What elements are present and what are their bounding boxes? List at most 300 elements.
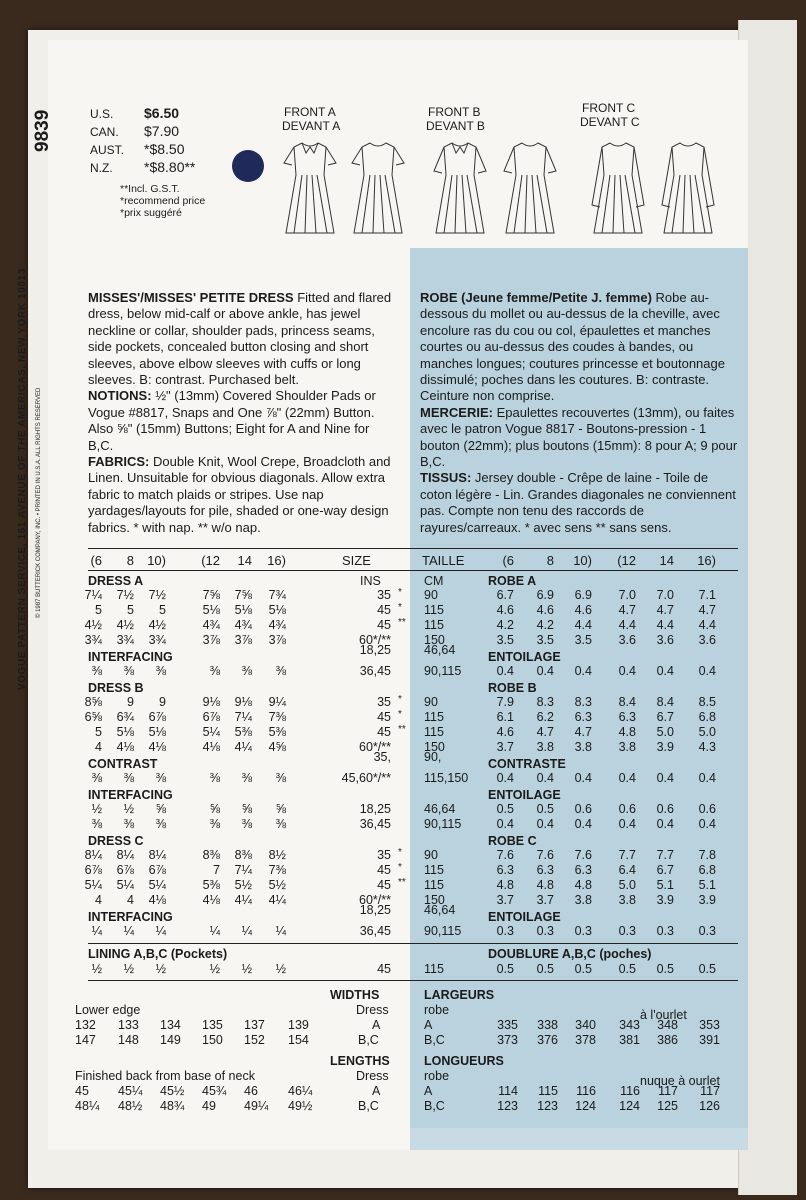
nap-mark: * <box>398 862 402 873</box>
metric-cell: 0.5 <box>618 962 636 976</box>
metric-cell: 124 <box>619 1099 640 1113</box>
metric-cell: 0.5 <box>656 962 674 976</box>
yard-cell: ⅜ <box>91 771 102 785</box>
nap-mark: * <box>398 709 402 720</box>
yard-cell: 9⅛ <box>234 695 252 709</box>
yard-cell: 5¼ <box>202 725 220 739</box>
yard-cell: 133 <box>118 1018 139 1032</box>
description-body-fr: Robe au-dessous du mollet ou au-dessus de la cheville, avec encolure ras du cou ou col, épaulettes et manches courtes ou au-dessus des coudes à bandes, ou manches longues; coutures princesse et boutonnage dissimulé; poches dans les coutures. B: contraste. Ceinture non comprise. <box>420 290 725 404</box>
section-label-fr: CONTRASTE <box>488 757 566 771</box>
yard-cell: 135 <box>202 1018 223 1032</box>
size-header: 8 <box>126 553 134 568</box>
tissus-label: TISSUS: <box>420 470 472 486</box>
description-english <box>88 290 398 536</box>
size-header: (12 <box>201 553 220 568</box>
yard-cell: 5½ <box>234 878 252 892</box>
price-note: **Incl. G.S.T. <box>120 183 180 195</box>
yard-cell: 6⅞ <box>116 863 134 877</box>
lengths-sub: Finished back from base of neck <box>75 1069 255 1083</box>
metric-cell: 338 <box>537 1018 558 1032</box>
lengths-label-fr: LONGUEURS <box>424 1054 504 1068</box>
width-cell: 45 <box>377 618 391 632</box>
yard-cell: 4⅛ <box>202 740 220 754</box>
yard-cell: ⅜ <box>123 771 134 785</box>
metric-cell: 124 <box>575 1099 596 1113</box>
metric-cell: 340 <box>575 1018 596 1032</box>
cm-cell: 115 <box>424 710 444 724</box>
metric-cell: 4.4 <box>574 618 592 632</box>
taille-header: 14 <box>659 553 674 568</box>
metric-cell: 3.7 <box>536 893 554 907</box>
metric-cell: 4.7 <box>618 603 636 617</box>
metric-cell: 0.5 <box>496 962 514 976</box>
description-body: Fitted and flared dress, below mid-calf or above ankle, has jewel neckline or collar, shoulder pads, princess seams, side pockets, concealed button closing and short sleeves, above elbow sleeves with cuffs or long sleeves. B: contrast. Purchased belt. <box>88 290 392 388</box>
yard-cell: ½ <box>91 962 102 976</box>
width-cell: 18,25 <box>359 802 391 816</box>
yard-cell: 4¼ <box>234 740 252 754</box>
width-cell: 45 <box>377 710 391 724</box>
metric-cell: 7.7 <box>618 848 636 862</box>
size-label: SIZE <box>342 553 371 568</box>
metric-cell: 3.7 <box>496 893 514 907</box>
metric-cell: 6.3 <box>496 863 514 877</box>
yard-cell: 8½ <box>268 848 286 862</box>
yard-cell: 9¼ <box>268 695 286 709</box>
yard-cell: 154 <box>288 1033 309 1047</box>
width-cell: 35 <box>377 848 391 862</box>
width-cell: 60*/** <box>359 633 391 647</box>
metric-cell: 381 <box>619 1033 640 1047</box>
section-label-fr: ROBE A <box>488 574 537 588</box>
metric-cell: 0.4 <box>698 664 716 678</box>
size-header: 10) <box>147 553 166 568</box>
yard-cell: 4⅛ <box>202 893 220 907</box>
price-note: *recommend price <box>120 195 206 207</box>
section-label: INTERFACING <box>88 910 173 924</box>
metric-cell: 5.1 <box>656 878 674 892</box>
taille-header: 8 <box>546 553 554 568</box>
nap-mark: * <box>398 694 402 705</box>
section-label: DRESS B <box>88 681 144 695</box>
width-cell: 60*/** <box>359 893 391 907</box>
view-label-fr: DEVANT A <box>282 119 341 133</box>
dress-sketch <box>434 143 486 233</box>
cm-cell: 115 <box>424 725 444 739</box>
width-cell: 18,25 <box>359 643 391 657</box>
yard-cell: ⅜ <box>209 771 220 785</box>
metric-cell: 4.7 <box>656 603 674 617</box>
table-rule <box>88 570 738 571</box>
width-cell: 35 <box>377 588 391 602</box>
width-cell: 45 <box>377 863 391 877</box>
yard-cell: 7¾ <box>268 588 286 602</box>
yard-cell: 5⅛ <box>234 603 252 617</box>
widths-row-label-fr: B,C <box>424 1033 445 1047</box>
yard-cell: ⅜ <box>91 664 102 678</box>
yard-cell: 9⅛ <box>202 695 220 709</box>
yard-cell: 49¼ <box>244 1099 269 1113</box>
width-cell: 45 <box>377 962 391 976</box>
metric-cell: 123 <box>497 1099 518 1113</box>
price-label: AUST. <box>90 143 125 157</box>
cm-cell: 150 <box>424 893 445 907</box>
yard-cell: 6⅞ <box>148 863 166 877</box>
metric-cell: 3.5 <box>574 633 592 647</box>
yard-cell: 5⅜ <box>234 725 252 739</box>
metric-cell: 4.7 <box>536 725 554 739</box>
metric-cell: 3.8 <box>536 740 554 754</box>
metric-cell: 125 <box>657 1099 678 1113</box>
price-label: CAN. <box>90 125 119 139</box>
size-header: (6 <box>90 553 102 568</box>
cm-cell: 46,64 <box>424 903 456 917</box>
metric-cell: 3.9 <box>656 893 674 907</box>
dress-sketch <box>662 143 714 233</box>
yard-cell: 6¾ <box>116 710 134 724</box>
description-title-fr: ROBE (Jeune femme/Petite J. femme) <box>420 290 652 305</box>
metric-cell: 0.4 <box>574 817 592 831</box>
copyright-note: © 1987 BUTTERICK COMPANY, INC. • PRINTED IN U.S.A. ALL RIGHTS RESERVED <box>36 387 42 618</box>
metric-cell: 123 <box>537 1099 558 1113</box>
yard-cell: 4¾ <box>234 618 252 632</box>
metric-cell: 0.3 <box>618 924 636 938</box>
yard-cell: ¼ <box>155 924 166 938</box>
yard-cell: 5¼ <box>148 878 166 892</box>
nap-mark: ** <box>398 724 406 735</box>
yard-cell: 6⅞ <box>148 710 166 724</box>
metric-cell: 4.3 <box>698 740 716 754</box>
section-label: DRESS C <box>88 834 144 848</box>
metric-cell: 3.6 <box>618 633 636 647</box>
description-title: MISSES'/MISSES' PETITE DRESS <box>88 290 294 305</box>
metric-cell: 0.4 <box>656 664 674 678</box>
cm-cell: 90 <box>424 588 438 602</box>
metric-cell: 6.7 <box>656 710 674 724</box>
metric-cell: 4.6 <box>496 725 514 739</box>
nap-mark: * <box>398 602 402 613</box>
dress-sketches <box>270 135 750 275</box>
yard-cell: 5 <box>159 603 166 617</box>
metric-cell: 5.0 <box>698 725 716 739</box>
width-cell: 45 <box>377 725 391 739</box>
metric-cell: 6.3 <box>618 710 636 724</box>
metric-cell: 6.3 <box>574 863 592 877</box>
size-header: 14 <box>237 553 252 568</box>
widths-row-label: A <box>372 1018 381 1032</box>
nap-mark: ** <box>398 617 406 628</box>
price-value: *$8.50 <box>144 141 185 157</box>
yard-cell: 8⅜ <box>202 848 220 862</box>
metric-cell: 6.7 <box>656 863 674 877</box>
metric-cell: 3.7 <box>496 740 514 754</box>
tissus-text: Jersey double - Crêpe de laine - Toile de coton légère - Lin. Grandes diagonales ne conviennent pas. Compte non tenu des raccords de rayures/carreaux. * avec sens ** sans sens. <box>420 470 736 535</box>
yard-cell: 45¾ <box>202 1084 227 1098</box>
french-panel-bottom <box>410 1128 748 1150</box>
metric-cell: 8.4 <box>618 695 636 709</box>
metric-cell: 4.4 <box>698 618 716 632</box>
lengths-row-label-fr: B,C <box>424 1099 445 1113</box>
yard-cell: 7⅝ <box>234 588 252 602</box>
yard-cell: ⅜ <box>241 817 252 831</box>
metric-cell: 115 <box>538 1084 558 1098</box>
yard-cell: 148 <box>118 1033 139 1047</box>
metric-cell: 5.0 <box>656 725 674 739</box>
cm-cell: 90,115 <box>424 817 462 831</box>
metric-cell: 6.4 <box>618 863 636 877</box>
yard-cell: 8⅝ <box>84 695 102 709</box>
yard-cell: ½ <box>209 962 220 976</box>
nap-mark: ** <box>398 877 406 888</box>
metric-cell: 343 <box>619 1018 640 1032</box>
yard-cell: 149 <box>160 1033 181 1047</box>
table-rule <box>88 943 738 944</box>
widths-row-label-fr: A <box>424 1018 433 1032</box>
metric-cell: 6.9 <box>574 588 592 602</box>
yard-cell: 4 <box>95 893 102 907</box>
yard-cell: 5⅜ <box>268 725 286 739</box>
yard-cell: 7⅜ <box>268 863 286 877</box>
yard-cell: 5⅜ <box>202 878 220 892</box>
metric-cell: 0.4 <box>496 817 514 831</box>
yard-cell: 3⅞ <box>268 633 286 647</box>
metric-cell: 116 <box>576 1084 596 1098</box>
yard-cell: 6⅝ <box>84 710 102 724</box>
metric-cell: 0.6 <box>574 802 592 816</box>
metric-cell: 114 <box>498 1084 518 1098</box>
metric-cell: 0.3 <box>536 924 554 938</box>
yard-cell: ⅜ <box>241 771 252 785</box>
width-cell: 18,25 <box>359 903 391 917</box>
metric-cell: 7.6 <box>536 848 554 862</box>
yard-cell: 49 <box>202 1099 216 1113</box>
metric-cell: 7.8 <box>698 848 716 862</box>
metric-cell: 7.0 <box>656 588 674 602</box>
metric-cell: 3.5 <box>496 633 514 647</box>
yard-cell: 5 <box>95 725 102 739</box>
lengths-label: LENGTHS <box>330 1054 390 1068</box>
metric-cell: 335 <box>497 1018 518 1032</box>
yard-cell: ¼ <box>241 924 252 938</box>
cm-cell: 90,115 <box>424 664 462 678</box>
yard-cell: 8⅜ <box>234 848 252 862</box>
metric-cell: 378 <box>575 1033 596 1047</box>
yard-cell: 5⅛ <box>202 603 220 617</box>
metric-cell: 126 <box>699 1099 720 1113</box>
view-label-fr: DEVANT C <box>580 115 640 129</box>
mercerie-text: Epaulettes recouvertes (13mm), ou faites avec le patron Vogue 8817 - Boutons-pression - 1 bouton (22mm); plus boutons (15mm): 8 pour A; 9 pour B,C. <box>420 404 738 470</box>
yard-cell: 6⅞ <box>84 863 102 877</box>
yard-cell: 7¼ <box>234 863 252 877</box>
metric-cell: 3.8 <box>618 893 636 907</box>
lengths-col: Dress <box>356 1069 389 1083</box>
yard-cell: 152 <box>244 1033 265 1047</box>
yard-cell: 4¼ <box>234 893 252 907</box>
yard-cell: ½ <box>241 962 252 976</box>
metric-cell: 8.3 <box>536 695 554 709</box>
metric-cell: 373 <box>497 1033 518 1047</box>
section-label-fr: ENTOILAGE <box>488 788 561 802</box>
yard-cell: ½ <box>275 962 286 976</box>
metric-cell: 376 <box>537 1033 558 1047</box>
view-label-fr: DEVANT B <box>426 119 485 133</box>
yard-cell: ⅝ <box>155 802 166 816</box>
widths-row-label: B,C <box>358 1033 379 1047</box>
price-value: $7.90 <box>144 123 180 139</box>
yard-cell: ⅜ <box>241 664 252 678</box>
yard-cell: 4⅝ <box>268 740 286 754</box>
metric-cell: 7.7 <box>656 848 674 862</box>
yard-cell: 5⅛ <box>116 725 134 739</box>
cm-cell: 46,64 <box>424 802 456 816</box>
yard-cell: 150 <box>202 1033 223 1047</box>
yard-cell: 7 <box>213 863 220 877</box>
metric-cell: 0.4 <box>536 771 554 785</box>
price-value: *$8.80** <box>144 159 196 175</box>
yard-cell: 48¾ <box>160 1099 185 1113</box>
lengths-row-label: B,C <box>358 1099 379 1113</box>
metric-cell: 386 <box>657 1033 678 1047</box>
yard-cell: 3⅞ <box>202 633 220 647</box>
cm-cell: 90,115 <box>424 924 462 938</box>
yard-cell: ⅜ <box>275 664 286 678</box>
metric-cell: 7.6 <box>496 848 514 862</box>
metric-cell: 0.4 <box>618 664 636 678</box>
width-cell: 45 <box>377 878 391 892</box>
cm-cell: 115,150 <box>424 771 469 785</box>
metric-cell: 116 <box>620 1084 640 1098</box>
metric-cell: 4.8 <box>536 878 554 892</box>
metric-cell: 4.8 <box>574 878 592 892</box>
blue-dot-icon <box>232 150 264 182</box>
lengths-sub-fr: nuque à ourlet <box>640 1074 720 1088</box>
metric-cell: 8.5 <box>698 695 716 709</box>
nap-mark: * <box>398 587 402 598</box>
metric-cell: 4.2 <box>536 618 554 632</box>
metric-cell: 0.3 <box>574 924 592 938</box>
cm-cell: 46,64 <box>424 643 456 657</box>
metric-cell: 4.8 <box>496 878 514 892</box>
metric-cell: 0.4 <box>496 771 514 785</box>
metric-cell: 6.8 <box>698 863 716 877</box>
yard-cell: 7½ <box>148 588 166 602</box>
dress-sketch <box>504 143 556 233</box>
yard-cell: ⅜ <box>209 817 220 831</box>
metric-cell: 348 <box>657 1018 678 1032</box>
yard-cell: 3⅞ <box>234 633 252 647</box>
yard-cell: 4 <box>95 740 102 754</box>
widths-sub: Lower edge <box>75 1003 141 1017</box>
yard-cell: 6⅞ <box>202 710 220 724</box>
yard-cell: 4⅛ <box>148 740 166 754</box>
section-label: CONTRAST <box>88 757 158 771</box>
metric-cell: 3.8 <box>574 740 592 754</box>
metric-cell: 4.8 <box>618 725 636 739</box>
cm-cell: 115 <box>424 618 444 632</box>
metric-cell: 5.1 <box>698 878 716 892</box>
section-label: INTERFACING <box>88 650 173 664</box>
metric-cell: 0.6 <box>698 802 716 816</box>
metric-cell: 6.1 <box>496 710 514 724</box>
yard-cell: ⅝ <box>275 802 286 816</box>
metric-cell: 4.6 <box>536 603 554 617</box>
cm-cell: 115 <box>424 962 444 976</box>
metric-cell: 7.1 <box>698 588 716 602</box>
taille-header: (6 <box>502 553 514 568</box>
price-label: U.S. <box>90 107 114 121</box>
metric-cell: 0.6 <box>618 802 636 816</box>
metric-cell: 3.6 <box>656 633 674 647</box>
ins-label: INS <box>360 574 381 588</box>
metric-cell: 0.4 <box>574 771 592 785</box>
yard-cell: 5¼ <box>84 878 102 892</box>
yard-cell: 46¼ <box>288 1084 313 1098</box>
yard-cell: 7⅜ <box>268 710 286 724</box>
yard-cell: 4½ <box>84 618 102 632</box>
width-cell: 36,45 <box>359 817 391 831</box>
yard-cell: 137 <box>244 1018 265 1032</box>
metric-cell: 0.4 <box>656 771 674 785</box>
fabrics-text: Double Knit, Wool Crepe, Broadcloth and Linen. Unsuitable for obvious diagonals. Allow extra fabric to match plaids or stripes. Use nap yardages/layouts for pile, shaded or one-way design fabrics. * with nap. ** w/o nap. <box>88 454 391 535</box>
cm-cell: 115 <box>424 603 444 617</box>
yard-cell: 4½ <box>148 618 166 632</box>
metric-cell: 6.7 <box>496 588 514 602</box>
price-value: $6.50 <box>144 105 180 121</box>
metric-cell: 0.5 <box>574 962 592 976</box>
yard-cell: ½ <box>123 962 134 976</box>
metric-cell: 117 <box>700 1084 720 1098</box>
pattern-number: 9839 <box>32 109 53 152</box>
metric-cell: 0.4 <box>656 817 674 831</box>
taille-header: 10) <box>573 553 592 568</box>
yard-cell: ⅜ <box>155 664 166 678</box>
metric-cell: 0.4 <box>618 771 636 785</box>
widths-label-fr: LARGEURS <box>424 988 495 1002</box>
nap-mark: * <box>398 847 402 858</box>
yard-cell: ½ <box>91 802 102 816</box>
yard-cell: ⅜ <box>209 664 220 678</box>
metric-cell: 6.9 <box>536 588 554 602</box>
width-cell: 35, <box>373 750 391 764</box>
cm-cell: 90 <box>424 695 438 709</box>
view-label-en: FRONT A <box>284 105 336 119</box>
widths-sub-fr: à l'ourlet <box>640 1008 687 1022</box>
price-label: N.Z. <box>90 161 113 175</box>
yard-cell: ⅜ <box>275 817 286 831</box>
yard-cell: 3¾ <box>148 633 166 647</box>
yard-cell: 45½ <box>160 1084 185 1098</box>
metric-cell: 5.0 <box>618 878 636 892</box>
yard-cell: ½ <box>123 802 134 816</box>
metric-cell: 6.3 <box>536 863 554 877</box>
lengths-row-label: A <box>372 1084 381 1098</box>
metric-cell: 3.8 <box>574 893 592 907</box>
fabrics-label: FABRICS: <box>88 454 150 470</box>
metric-cell: 4.6 <box>574 603 592 617</box>
yard-cell: ⅝ <box>209 802 220 816</box>
yard-cell: 5½ <box>268 878 286 892</box>
metric-cell: 0.4 <box>536 817 554 831</box>
lining-label: LINING A,B,C (Pockets) <box>88 947 228 961</box>
cm-cell: 90 <box>424 848 438 862</box>
yard-cell: 7½ <box>116 588 134 602</box>
yard-cell: 45¼ <box>118 1084 143 1098</box>
taille-header: 16) <box>697 553 716 568</box>
widths-label: WIDTHS <box>330 988 380 1002</box>
yard-cell: 7¼ <box>234 710 252 724</box>
yard-cell: 46 <box>244 1084 258 1098</box>
metric-cell: 353 <box>699 1018 720 1032</box>
metric-cell: 4.4 <box>618 618 636 632</box>
